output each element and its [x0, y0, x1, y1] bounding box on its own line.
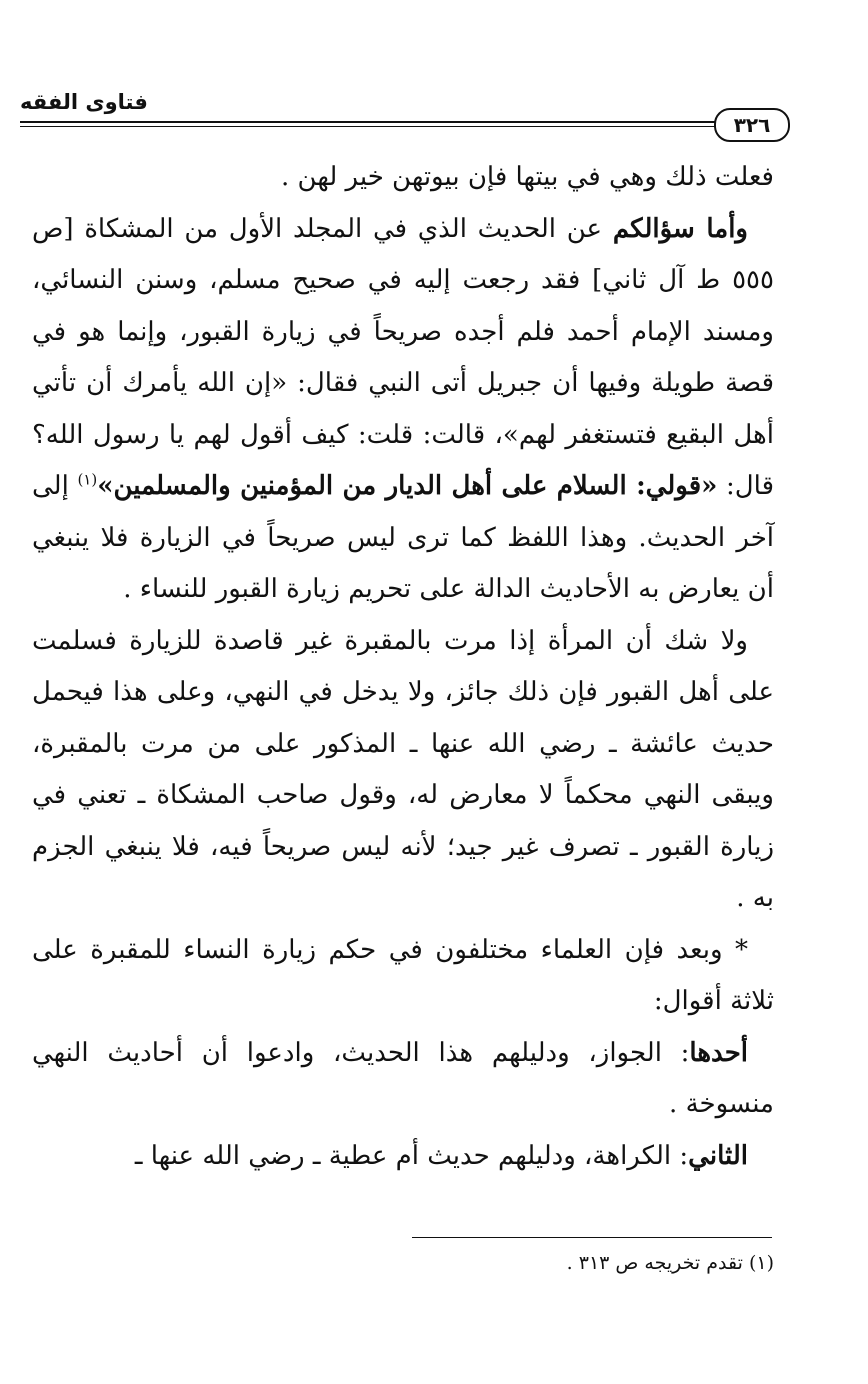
footnote-rule: [412, 1237, 772, 1238]
page-header: [20, 88, 790, 148]
footnote-reference[interactable]: (١): [77, 470, 98, 489]
paragraph: [32, 616, 774, 925]
header-rule: [20, 121, 724, 123]
bold-lead: أحدها: [689, 1037, 748, 1068]
footnote-marker: (١): [748, 1252, 774, 1274]
paragraph-text: فعلت ذلك وهي في بيتها فإن بيوتهن خير لهن .: [281, 162, 774, 192]
paragraph-text: * وبعد فإن العلماء مختلفون في حكم زيارة النساء للمقبرة على ثلاثة أقوال:: [32, 934, 774, 1016]
body-text: [32, 152, 774, 1182]
paragraph: [32, 1028, 774, 1131]
footnote-text: تقدم تخريجه ص ٣١٣ .: [566, 1252, 743, 1274]
footnote: [300, 1248, 774, 1278]
paragraph-text: : الجواز، ودليلهم هذا الحديث، وادعوا أن أحاديث النهي منسوخة .: [32, 1037, 774, 1119]
paragraph-text: عن الحديث الذي في المجلد الأول من المشكاة [ص ٥٥٥ ط آل ثاني] فقد رجعت إليه في صحيح مسلم، وسنن النسائي، ومسند الإمام أحمد فلم أجده صريحاً في زيارة القبور، وإنما هو في قصة طويلة وفيها أن جبريل أتى النبي فقال: «إن الله يأمرك أن تأتي أهل البقيع فتستغفر لهم»، قالت: قلت: كيف أقول لهم يا رسول الله؟ قال:: [32, 213, 775, 501]
paragraph-text: ولا شك أن المرأة إذا مرت بالمقبرة غير قاصدة للزيارة فسلمت على أهل القبور فإن ذلك جائز، ولا يدخل في النهي، وعلى هذا فيحمل حديث عائشة ـ رضي الله عنها ـ المذكور على من مرت بالمقبرة، ويبقى النهي محكماً لا معارض له، وقول صاحب المشكاة ـ تعني في زيارة القبور ـ تصرف غير جيد؛ لأنه ليس صريحاً فيه، فلا ينبغي الجزم به .: [32, 625, 774, 913]
paragraph: [32, 204, 774, 616]
bold-lead: الثاني: [688, 1140, 748, 1171]
paragraph-text: : الكراهة، ودليلهم حديث أم عطية ـ رضي الله عنها ـ: [134, 1140, 689, 1171]
paragraph: [32, 1131, 774, 1183]
page-number: ٣٢٦: [714, 108, 790, 142]
book-title: فتاوى الفقه: [20, 90, 148, 114]
paragraph: [32, 925, 774, 1028]
header-rule-thin: [20, 126, 724, 127]
paragraph-text: إلى آخر الحديث. وهذا اللفظ كما ترى ليس صريحاً في الزيارة فلا ينبغي أن يعارض به الأحاديث الدالة على تحريم زيارة القبور للنساء .: [32, 471, 774, 604]
paragraph: [32, 152, 774, 204]
bold-lead: وأما سؤالكم: [612, 213, 748, 244]
hadith-quote: «قولي: السلام على أهل الديار من المؤمنين والمسلمين»: [97, 471, 718, 501]
